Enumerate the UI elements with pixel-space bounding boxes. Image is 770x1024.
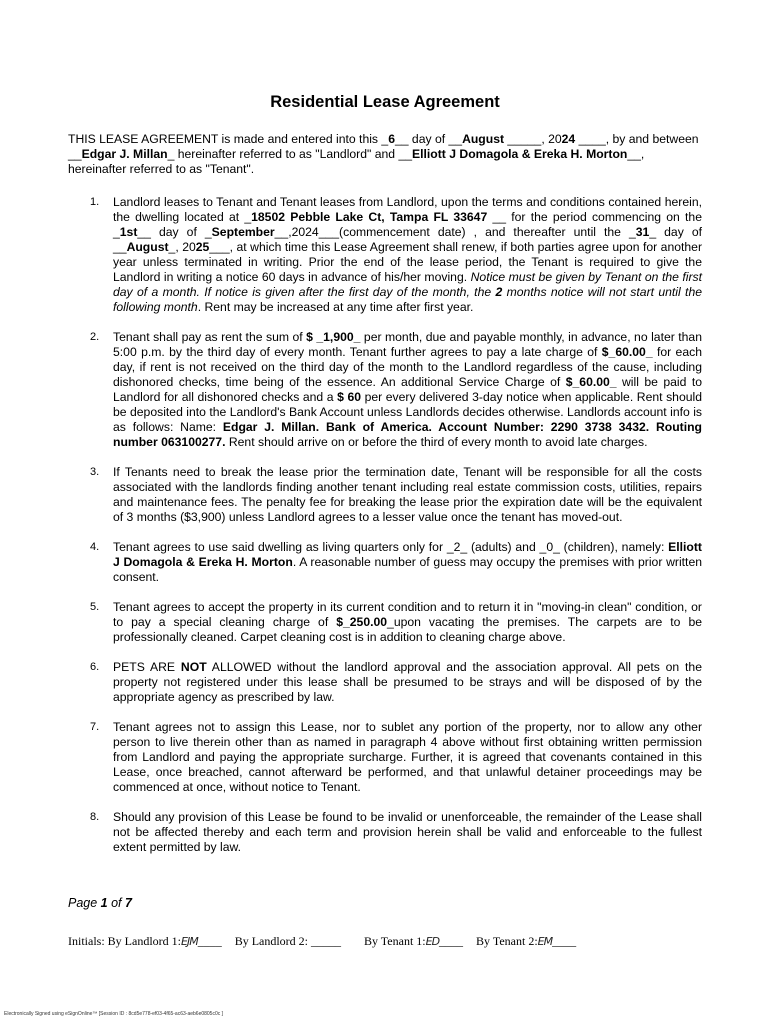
bank-details: Edgar J. Millan. Bank of America. Account Number: 2290 3738 3432. Routing number 063100277.	[113, 420, 702, 449]
clause-6: 6. PETS ARE NOT ALLOWED without the landlord approval and the association approval. All pets on the property not registered under this lease shall be presumed to be strays and will be disposed of by the appropriate agency as prescribed by law.	[90, 660, 702, 704]
landlord-name: Edgar J. Millan	[81, 147, 168, 161]
clause-4: 4. Tenant agrees to use said dwelling as living quarters only for _2_ (adults) and _0_ (children), namely: Elliott J Domagola & Ereka H. Morton. A reasonable number of guess may occupy the premises with prior written consent.	[90, 540, 702, 584]
intro-paragraph: THIS LEASE AGREEMENT is made and entered into this _6__ day of __August _____, 2024 ____, by and between __Edgar J. Millan_ hereinafter referred to as "Landlord" and __Elliott J Domagola & Ereka H. Morton__, hereinafter referred to as "Tenant".	[68, 132, 699, 176]
clause-8: 8. Should any provision of this Lease be found to be invalid or unenforceable, the remainder of the Lease shall not be affected thereby and each term and provision herein shall be valid and enforceable to the fullest extent permitted by law.	[90, 810, 702, 854]
clauses-list	[68, 195, 702, 855]
clause-2: 2. Tenant shall pay as rent the sum of $ _1,900_ per month, due and payable monthly, in advance, no later than 5:00 p.m. by the third day of every month. Tenant further agrees to pay a late charge of $_60.00_ for each day, if rent is not received on the third day of the month to the Landlord regardless of the cause, including dishonored checks, time being of the essence. An additional Service Charge of $_60.00_ will be paid to Landlord for all dishonored checks and a $ 60 per every delivered 3-day notice when applicable. Rent should be deposited into the Landlord's Bank Account unless Landlords decides otherwise. Landlords account info is as follows: Name: Edgar J. Millan. Bank of America. Account Number: 2290 3738 3432. Routing number 063100277. Rent should arrive on or before the third of every month to avoid late charges.	[90, 330, 702, 449]
clause-5: 5. Tenant agrees to accept the property in its current condition and to return it in "moving-in clean" condition, or to pay a special cleaning charge of $_250.00_upon vacating the premises. The carpets are to be professionally cleaned. Carpet cleaning cost is in addition to cleaning charge above.	[90, 600, 702, 644]
tenant-names: Elliott J Domagola & Ereka H. Morton	[412, 147, 628, 161]
property-address: 18502 Pebble Lake Ct, Tampa FL 33647	[251, 210, 488, 224]
landlord1-initials: EJM	[181, 935, 198, 948]
clause-3: 3. If Tenants need to break the lease prior the termination date, Tenant will be responsible for all the costs associated with the landlords finding another tenant including real estate commission costs, utilities, repairs and maintenance fees. The penalty fee for breaking the lease prior the expiration date will be the equivalent of 3 months ($3,900) unless Landlord agrees to a lesser value once the tenant has moved-out.	[90, 465, 702, 524]
initials-line: Initials: By Landlord 1:EJM____ By Landlord 2: _____ By Tenant 1:ED____ By Tenant 2:EM____	[68, 934, 577, 948]
clause-1: 1. Landlord leases to Tenant and Tenant leases from Landlord, upon the terms and conditions contained herein, the dwelling located at _18502 Pebble Lake Ct, Tampa FL 33647 __ for the period commencing on the _1st__ day of _September__,2024___(commencement date) , and thereafter until the _31_ day of __August_, 2025___, at which time this Lease Agreement shall renew, if both parties agree upon for another year unless terminated in writing. Prior the end of the lease period, the Tenant is required to give the Landlord in writing a notice 60 days in advance of his/her moving. Notice must be given by Tenant on the first day of a month. If notice is given after the first day of the month, the 2 months notice will not start until the following month. Rent may be increased at any time after first year.	[90, 195, 703, 314]
tenant1-initials: ED	[425, 935, 440, 948]
tenant2-initials: EM	[537, 935, 553, 948]
rent-amount: $ _1,900_	[306, 330, 361, 344]
esign-footer: Electronically Signed using eSignOnline™ [Session ID : 8cd5e778-ef03-4f65-ac63-aeb6e0805c0c ]	[4, 1011, 224, 1017]
document-title: Residential Lease Agreement	[270, 93, 500, 111]
clause-7: 7. Tenant agrees not to assign this Lease, nor to sublet any portion of the property, nor to allow any other person to live therein other than as named in paragraph 4 above without first obtaining written permission from Landlord and paying the appropriate surcharge. Further, it is agreed that covenants contained in this Lease, once breached, cannot afterward be performed, and that unlawful detainer proceedings may be commenced at once, without notice to Tenant.	[90, 720, 702, 794]
page-number: Page 1 of 7	[68, 896, 132, 910]
